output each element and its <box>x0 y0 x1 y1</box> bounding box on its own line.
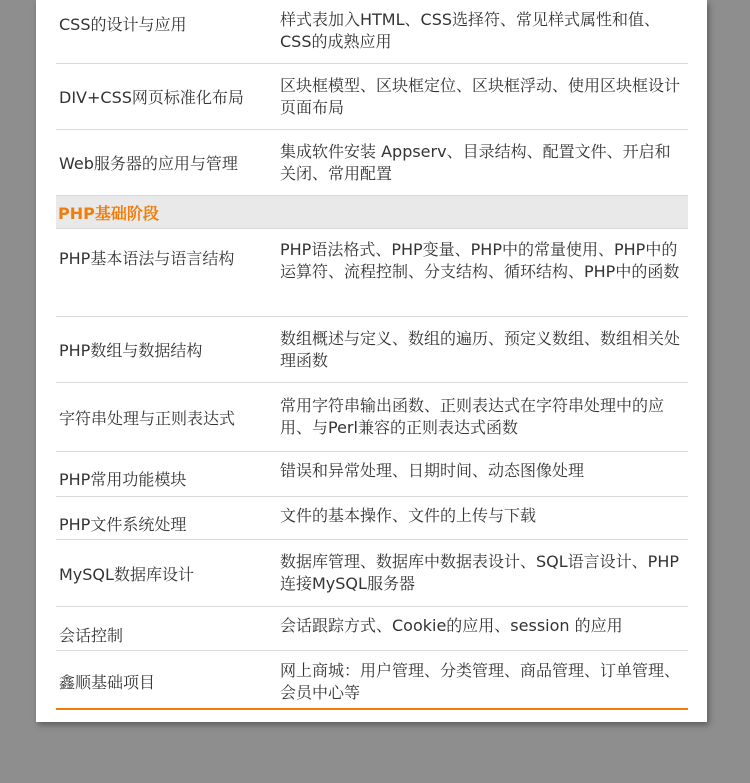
course-name: CSS的设计与应用 <box>59 15 187 34</box>
table-row <box>56 497 688 540</box>
accent-divider <box>56 708 688 710</box>
course-name: MySQL数据库设计 <box>59 564 194 584</box>
course-desc: 区块框模型、区块框定位、区块框浮动、使用区块框设计页面布局 <box>280 76 681 117</box>
course-name: Web服务器的应用与管理 <box>59 154 238 173</box>
table-row <box>56 452 688 497</box>
course-desc: 数据库管理、数据库中数据表设计、SQL语言设计、PHP连接MySQL服务器 <box>280 552 679 593</box>
table-row <box>56 540 688 607</box>
course-desc: 集成软件安装 Appserv、目录结构、配置文件、开启和关闭、常用配置 <box>280 142 671 183</box>
table-row <box>56 651 688 711</box>
course-desc: 常用字符串输出函数、正则表达式在字符串处理中的应用、与Perl兼容的正则表达式函数 <box>280 396 665 437</box>
course-desc: 文件的基本操作、文件的上传与下载 <box>280 506 537 525</box>
table-row <box>56 317 688 383</box>
course-desc: 样式表加入HTML、CSS选择符、常见样式属性和值、CSS的成熟应用 <box>280 10 661 51</box>
course-name: PHP数组与数据结构 <box>59 341 203 360</box>
course-desc: 错误和异常处理、日期时间、动态图像处理 <box>280 461 585 480</box>
table-row <box>56 64 688 130</box>
table-row <box>56 383 688 452</box>
course-desc: 网上商城：用户管理、分类管理、商品管理、订单管理、会员中心等 <box>280 661 681 702</box>
course-name: 会话控制 <box>59 626 124 645</box>
course-name: PHP常用功能模块 <box>59 470 187 489</box>
course-name: PHP文件系统处理 <box>59 515 187 534</box>
table-row <box>56 130 688 196</box>
table-row <box>56 0 688 64</box>
course-desc: 数组概述与定义、数组的遍历、预定义数组、数组相关处理函数 <box>280 329 681 370</box>
section-header: PHP基础阶段 <box>56 196 688 229</box>
table-row <box>56 607 688 651</box>
course-name: 字符串处理与正则表达式 <box>59 408 236 428</box>
course-table <box>56 0 688 711</box>
course-desc: 会话跟踪方式、Cookie的应用、session 的应用 <box>280 616 623 635</box>
table-row <box>56 229 688 317</box>
course-name: PHP基本语法与语言结构 <box>59 249 235 268</box>
document-sheet <box>36 0 707 722</box>
course-name: 鑫顺基础项目 <box>59 672 156 692</box>
course-name: DIV+CSS网页标准化布局 <box>59 88 244 107</box>
course-desc: PHP语法格式、PHP变量、PHP中的常量使用、PHP中的运算符、流程控制、分支结构、循环结构、PHP中的函数 <box>280 240 680 281</box>
